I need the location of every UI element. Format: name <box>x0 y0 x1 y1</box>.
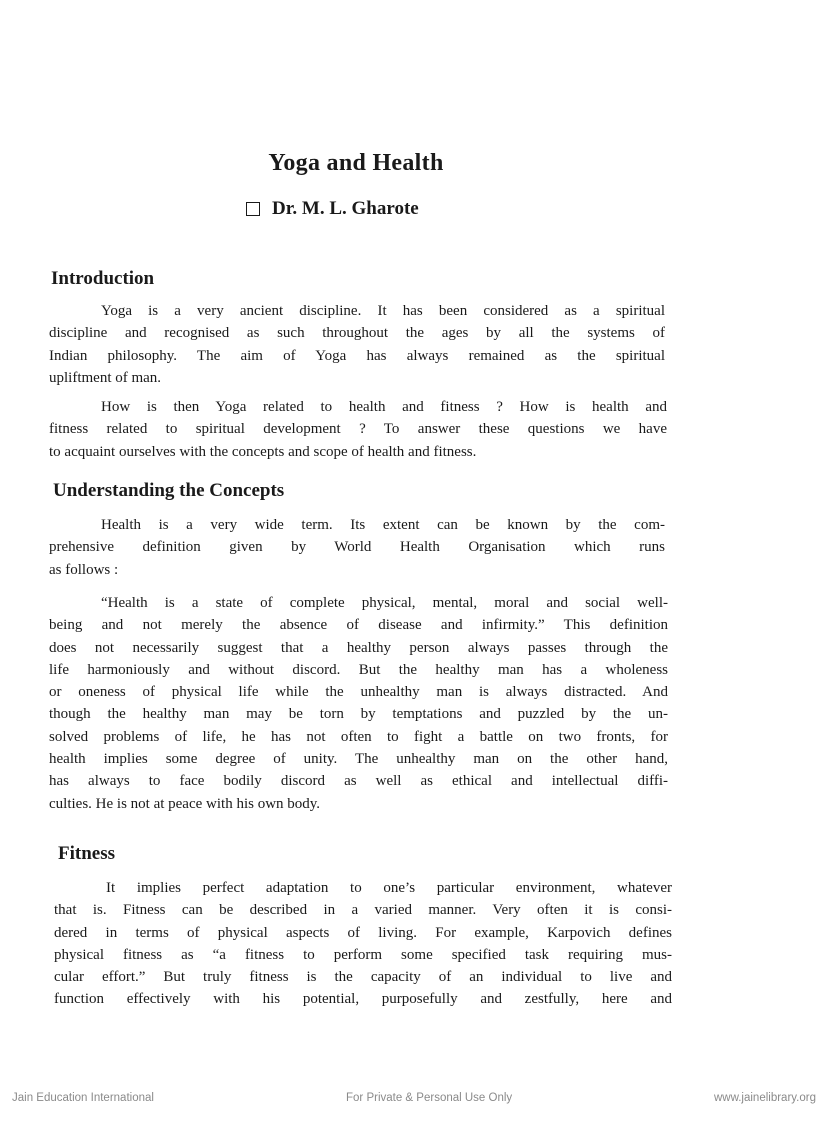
paragraph-line: that is. Fitness can be described in a varied manner. Very often it is consi- <box>54 902 672 919</box>
paragraph-line: physical fitness as “a fitness to perform some specified task requiring mus- <box>54 946 672 963</box>
paragraph-line: being and not merely the absence of disease and infirmity.” This definition <box>49 617 668 634</box>
footer-right-link[interactable]: www.jainelibrary.org <box>713 1092 816 1104</box>
footer-center-text: For Private & Personal Use Only <box>346 1092 513 1104</box>
paragraph <box>49 592 668 815</box>
paragraph-line: solved problems of life, he has not often to fight a battle on two fronts, for <box>49 728 668 745</box>
author-name: Dr. M. L. Gharote <box>272 198 419 219</box>
paragraph-line: to acquaint ourselves with the concepts and scope of health and fitness. <box>49 443 477 460</box>
paragraph-line: upliftment of man. <box>49 369 162 386</box>
section-heading-understanding-the-concepts: Understanding the Concepts <box>53 480 285 501</box>
paragraph-line: Indian philosophy. The aim of Yoga has always remained as the spiritual <box>49 347 665 364</box>
paragraph-line: or oneness of physical life while the unhealthy man is always distracted. And <box>49 684 668 701</box>
paragraph <box>49 396 667 463</box>
paragraph-line: culties. He is not at peace with his own body. <box>49 795 321 812</box>
paragraph-line: though the healthy man may be torn by temptations and puzzled by the un- <box>49 706 668 723</box>
paragraph-line: prehensive definition given by World Health Organisation which runs <box>49 539 665 556</box>
paragraph-line: function effectively with his potential, purposefully and zestfully, here and <box>54 991 672 1008</box>
paragraph-line: cular effort.” But truly fitness is the capacity of an individual to live and <box>54 969 672 986</box>
paragraph <box>54 877 672 1011</box>
paragraph-line: life harmoniously and without discord. But the healthy man has a wholeness <box>49 661 668 678</box>
paragraph-line: dered in terms of physical aspects of living. For example, Karpovich defines <box>54 924 672 941</box>
paragraph-line: It implies perfect adaptation to one’s particular environment, whatever <box>106 880 672 896</box>
paragraph-line: “Health is a state of complete physical, mental, moral and social well- <box>101 595 668 611</box>
paragraph-line: health implies some degree of unity. The unhealthy man on the other hand, <box>49 751 668 768</box>
footer-left-text: Jain Education International <box>12 1092 154 1104</box>
square-box-icon <box>246 202 260 216</box>
paragraph-line: fitness related to spiritual development ? To answer these questions we have <box>49 421 667 438</box>
paragraph <box>49 300 665 389</box>
paragraph-line: discipline and recognised as such throughout the ages by all the systems of <box>49 325 665 342</box>
paragraph-line: has always to face bodily discord as well as ethical and intellectual diffi- <box>49 773 668 790</box>
section-heading-introduction: Introduction <box>51 268 155 289</box>
paragraph-line: How is then Yoga related to health and fitness ? How is health and <box>101 399 667 415</box>
paragraph-line: Yoga is a very ancient discipline. It has been considered as a spiritual <box>101 303 665 319</box>
section-heading-fitness: Fitness <box>58 843 115 864</box>
paragraph <box>49 514 665 581</box>
author-line <box>246 198 419 220</box>
article-title: Yoga and Health <box>268 150 444 176</box>
paragraph-line: does not necessarily suggest that a healthy person always passes through the <box>49 639 668 656</box>
paragraph-line: as follows : <box>49 561 119 578</box>
paragraph-line: Health is a very wide term. Its extent can be known by the com- <box>101 517 665 533</box>
